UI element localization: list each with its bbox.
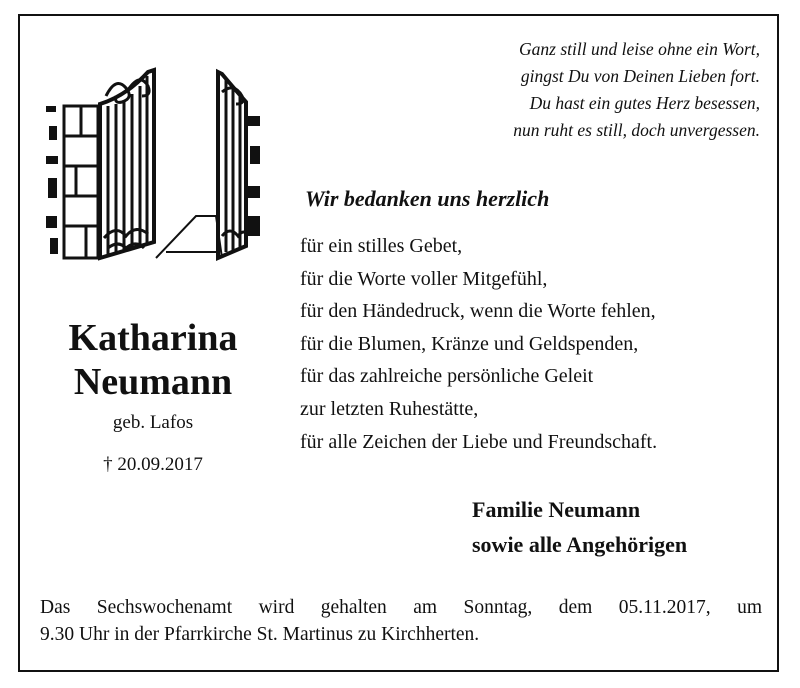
thanks-line: für das zahlreiche persönliche Geleit <box>300 365 594 388</box>
thanks-line: für den Händedruck, wenn die Worte fehlen, <box>300 300 656 323</box>
garden-gate-icon <box>46 66 262 264</box>
poem-line: Du hast ein gutes Herz besessen, <box>529 93 760 113</box>
thanks-heading: Wir bedanken uns herzlich <box>305 186 550 211</box>
thanks-line: für ein stilles Gebet, <box>300 235 463 257</box>
deceased-block <box>40 316 266 478</box>
signature-relatives: sowie alle Angehörigen <box>472 532 688 557</box>
mass-notice-line: Das Sechswochenamt wird gehalten am Sonntag, dem 05.11.2017, um <box>40 597 762 618</box>
thanks-line: für die Blumen, Kränze und Geldspenden, <box>300 332 639 355</box>
thanks-line: für alle Zeichen der Liebe und Freundschaft. <box>300 430 658 453</box>
death-date: † 20.09.2017 <box>103 454 203 475</box>
mass-notice <box>40 594 762 648</box>
thanks-list <box>300 230 657 458</box>
poem <box>440 36 760 144</box>
signature <box>472 492 687 562</box>
maiden-name: geb. Lafos <box>112 412 194 433</box>
poem-line: nun ruht es still, doch unvergessen. <box>513 120 760 140</box>
thanks-line: zur letzten Ruhestätte, <box>300 397 479 420</box>
signature-family: Familie Neumann <box>472 497 641 522</box>
poem-line: gingst Du von Deinen Lieben fort. <box>520 66 760 86</box>
mass-notice-line: 9.30 Uhr in der Pfarrkirche St. Martinus zu Kirchherten. <box>40 624 480 645</box>
poem-line: Ganz still und leise ohne ein Wort, <box>519 39 760 59</box>
thanks-line: für die Worte voller Mitgefühl, <box>300 267 548 290</box>
deceased-first-name: Katharina <box>68 317 238 359</box>
deceased-last-name: Neumann <box>73 361 233 403</box>
